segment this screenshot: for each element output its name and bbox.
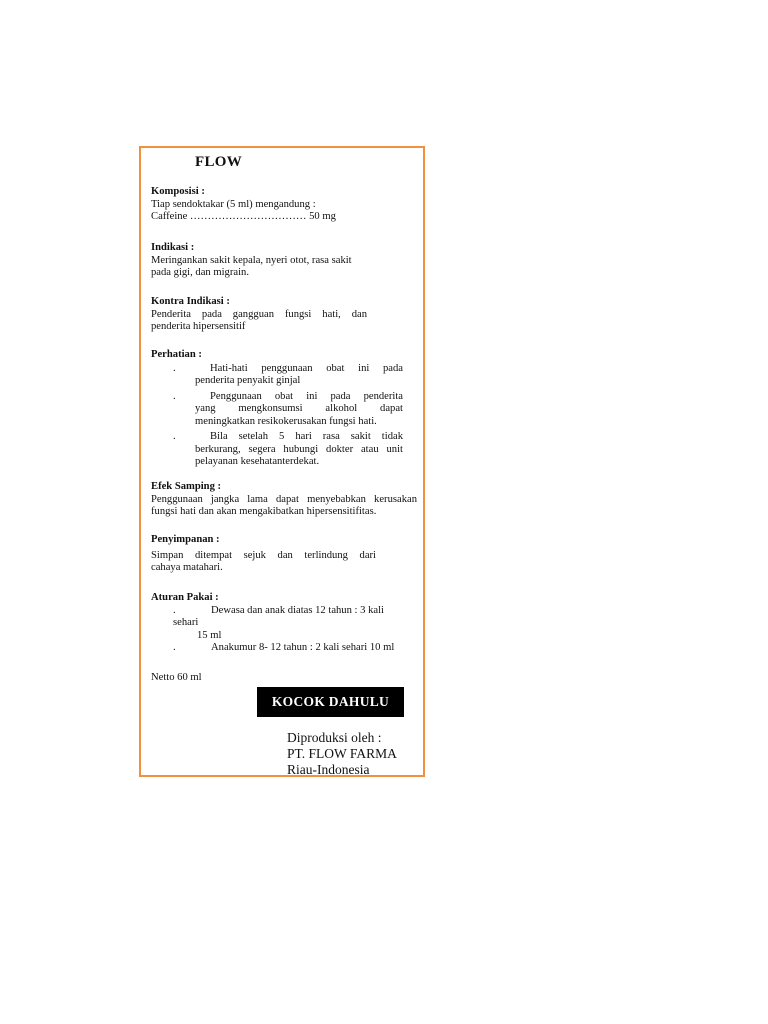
bullet-mark: . xyxy=(173,390,176,402)
shake-notice-box xyxy=(257,687,404,717)
medicine-label xyxy=(139,146,425,777)
warning-text: Bila setelah 5 hari rasa sakit tidak xyxy=(210,431,403,442)
bullet-mark: . xyxy=(173,431,176,442)
producer-company: PT. FLOW FARMA xyxy=(287,746,397,761)
indication-section xyxy=(151,242,371,280)
storage-heading: Penyimpanan : xyxy=(151,534,220,545)
dosage-item xyxy=(151,605,413,643)
producer-location: Riau-Indonesia xyxy=(287,762,370,777)
warning-text: penderita penyakit ginjal xyxy=(195,375,301,386)
bullet-mark: . xyxy=(173,604,176,616)
shake-notice-text: KOCOK DAHULU xyxy=(271,694,390,709)
warning-item xyxy=(151,391,403,429)
contraindication-section xyxy=(151,296,367,334)
warning-text: pelayanan kesehatanterdekat. xyxy=(195,456,320,467)
contraindication-line: penderita hipersensitif xyxy=(151,321,246,332)
dosage-text: sehari xyxy=(173,617,199,628)
contraindication-heading: Kontra Indikasi : xyxy=(151,296,230,307)
warnings-section xyxy=(151,349,403,472)
storage-line: cahaya matahari. xyxy=(151,562,223,573)
side-effects-line: Penggunaan jangka lama dapat menyebabkan kerusakan xyxy=(151,493,417,505)
dosage-text: Anakumur 8- 12 tahun : 2 kali sehari 10 ml xyxy=(211,642,395,653)
storage-line: Simpan ditempat sejuk dan terlindung dari xyxy=(151,549,376,561)
dosage-heading: Aturan Pakai : xyxy=(151,592,219,603)
indication-line: Meringankan sakit kepala, nyeri otot, rasa sakit xyxy=(151,254,352,266)
contraindication-line: Penderita pada gangguan fungsi hati, dan xyxy=(151,308,367,320)
dosage-text: Dewasa dan anak diatas 12 tahun : 3 kali xyxy=(211,604,384,616)
composition-line: Tiap sendoktakar (5 ml) mengandung : xyxy=(151,198,316,210)
warning-text: Penggunaan obat ini pada penderita xyxy=(210,390,403,402)
warning-text: yang mengkonsumsi alkohol dapat xyxy=(195,403,403,414)
dosage-item xyxy=(151,642,413,655)
side-effects-line: fungsi hati dan akan mengakibatkan hipersensitifitas. xyxy=(151,506,377,517)
composition-heading: Komposisi : xyxy=(151,186,205,197)
net-volume: Netto 60 ml xyxy=(151,672,202,683)
producer-label: Diproduksi oleh : xyxy=(287,730,382,745)
indication-heading: Indikasi : xyxy=(151,242,195,253)
indication-line: pada gigi, dan migrain. xyxy=(151,267,249,278)
producer-block xyxy=(287,730,397,778)
warning-item xyxy=(151,363,403,388)
composition-section xyxy=(151,186,419,224)
warning-text: berkurang, segera hubungi dokter atau unit xyxy=(195,443,403,455)
dosage-section xyxy=(151,592,413,655)
dosage-text: 15 ml xyxy=(197,629,222,641)
bullet-mark: . xyxy=(173,362,176,374)
side-effects-section xyxy=(151,481,417,519)
warnings-heading: Perhatian : xyxy=(151,349,202,360)
side-effects-heading: Efek Samping : xyxy=(151,481,222,492)
storage-section xyxy=(151,534,376,575)
bullet-mark: . xyxy=(173,642,176,653)
composition-line: Caffeine …………………………… 50 mg xyxy=(151,211,336,222)
warnings-list xyxy=(151,363,403,469)
warning-item xyxy=(151,431,403,469)
warning-text: Hati-hati penggunaan obat ini pada xyxy=(210,362,403,374)
warning-text: meningkatkan resikokerusakan fungsi hati. xyxy=(195,415,377,427)
product-name: FLOW xyxy=(195,154,243,170)
